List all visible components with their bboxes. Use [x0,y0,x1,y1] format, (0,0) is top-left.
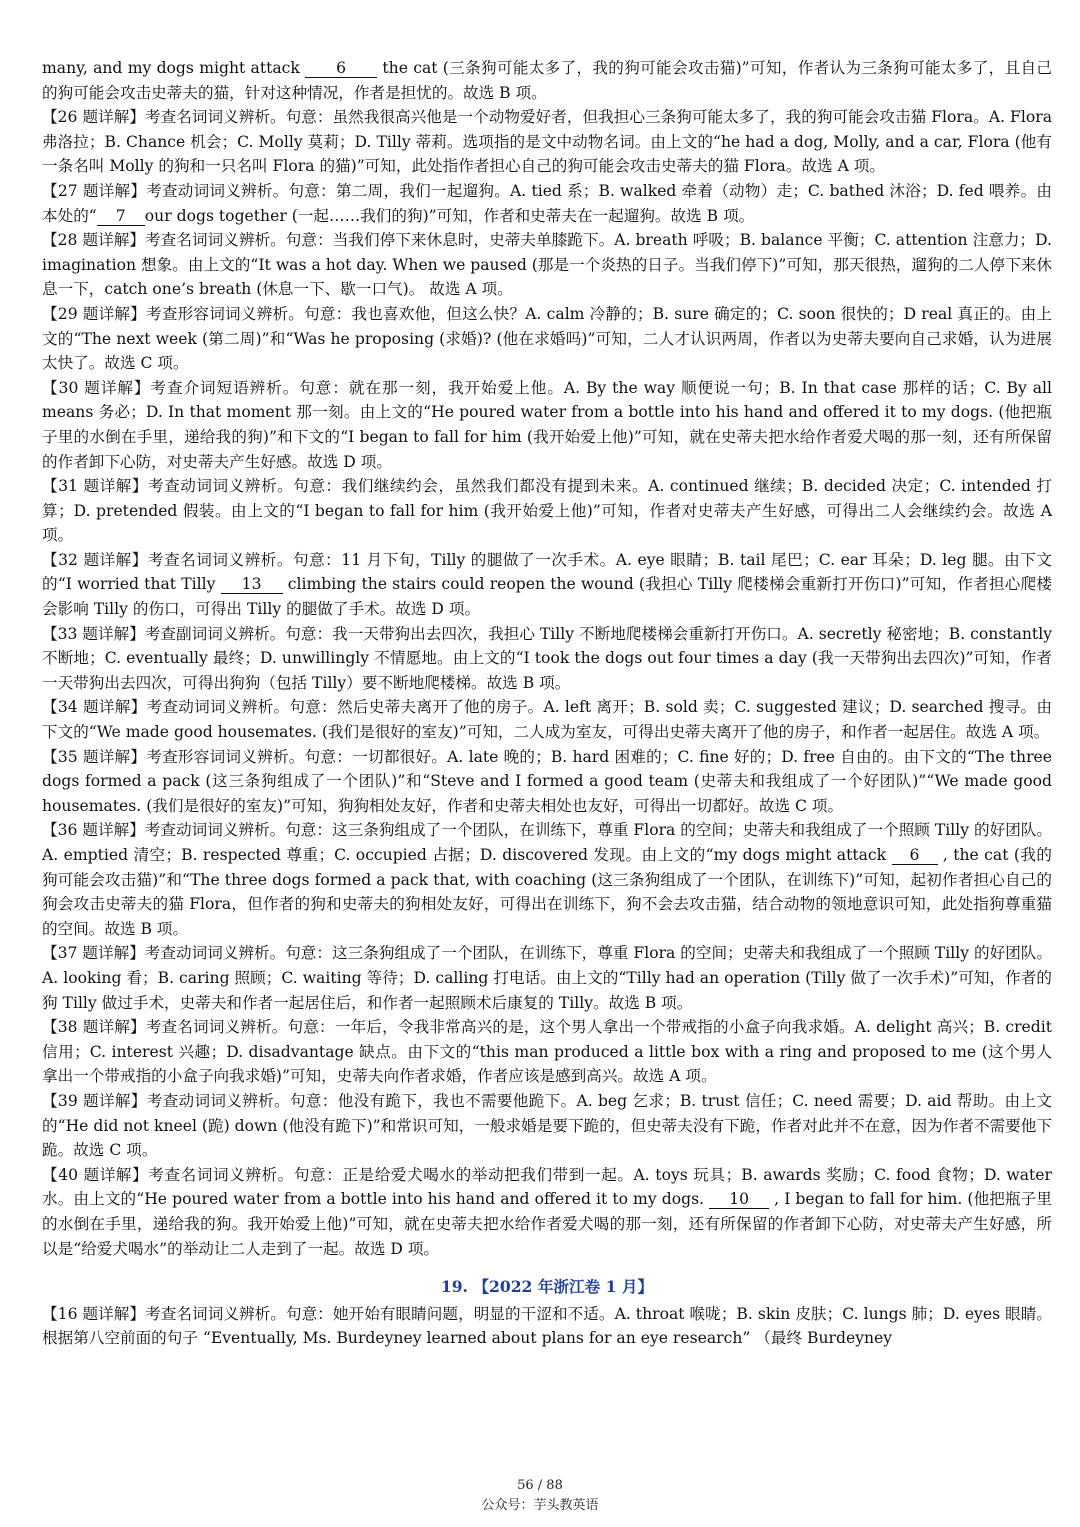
paragraph-q39: 【39 题详解】考查动词词义辨析。句意：他没有跪下，我也不需要他跪下。A. beg 乞求；B. trust 信任；C. need 需要；D. aid 帮助。由上文的“He did not kneel (跪) down (他没有跪下)”和常识可知，一般求婚是要下跪的，但史蒂夫没有下跪，作者对此并不在意，因为作者不需要他下跪。故选 C 项。 [42,1091,1052,1160]
paragraph-q16: 【16 题详解】考查名词词义辨析。句意：她开始有眼睛问题，明显的干涩和不适。A. throat 喉咙；B. skin 皮肤；C. lungs 肺；D. eyes 眼睛。根据第八空前面的句子 “Eventually, Ms. Burdeyney learned about plans for an eye research” （最终 Burdeyney [42,1304,1052,1348]
blank-10: 10 [709,1190,769,1209]
paragraph-q27: 【27 题详解】考查动词词义辨析。句意：第二周，我们一起遛狗。A. tied 系；B. walked 牵着（动物）走；C. bathed 沐浴；D. fed 喂养。由本处的“ 7 our dogs together (一起……我们的狗)”可知，作者和史蒂夫在一起遛狗。故选 B 项。 [42,181,1052,225]
account-label: 公众号：芋头教英语 [481,1498,599,1513]
paragraph-q30: 【30 题详解】考查介词短语辨析。句意：就在那一刻，我开始爱上他。A. By the way 顺便说一句；B. In that case 那样的话；C. By all means 务必；D. In that moment 那一刻。由上文的“He poured water from a bottle into his hand and offered it to my dogs. (他把瓶子里的水倒在手里，递给我的狗)”和下文的“I began to fall for him (我开始爱上他)”可知，就在史蒂夫把水给作者爱犬喝的那一刻，还有所保留的作者卸下心防，对史蒂夫产生好感。故选 D 项。 [42,378,1052,471]
section-heading: 19. 【2022 年浙江卷 1 月】 [440,1277,654,1297]
paragraph-q36: 【36 题详解】考查动词词义辨析。句意：这三条狗组成了一个团队，在训练下，尊重 Flora 的空间；史蒂夫和我组成了一个照顾 Tilly 的好团队。A. emptied 清空；B. respected 尊重；C. occupied 占据；D. discovered 发现。由上文的“my dogs might attack 6 , the cat (我的狗可能会攻击猫)”和“The three dogs formed a pack that, with coaching (这三条狗组成了一个团队，在训练下)”可知，起初作者担心自己的狗会攻击史蒂夫的猫 Flora，但作者的狗和史蒂夫的狗相处友好，可得出在训练下，狗不会去攻击猫，结合动物的领地意识可知，此处指狗尊重猫的空间。故选 B 项。 [42,821,1053,938]
paragraph-intro: many, and my dogs might attack 6 the cat (三条狗可能太多了，我的狗可能会攻击猫)”可知，作者认为三条狗可能太多了，且自己的狗可能会攻击史蒂夫的猫，针对这种情况，作者是担忧的。故选 B 项。 [42,59,1052,102]
page-number: 56 / 88 [517,1478,563,1493]
paragraph-q32: 【32 题详解】考查名词词义辨析。句意：11 月下旬，Tilly 的腿做了一次手术。A. eye 眼睛；B. tail 尾巴；C. ear 耳朵；D. leg 腿。由下文的“I worried that Tilly 13 climbing the stairs could reopen the wound (我担心 Tilly 爬楼梯会重新打开伤口)”可知，作者担心爬楼会影响 Tilly 的伤口，可得出 Tilly 的腿做了手术。故选 D 项。 [42,550,1052,619]
paragraph-q29: 【29 题详解】考查形容词词义辨析。句意：我也喜欢他，但这么快？A. calm 冷静的；B. sure 确定的；C. soon 很快的；D real 真正的。由上文的“The next week (第二周)”和“Was he proposing (求婚)? (他在求婚吗)”可知，二人才认识两周，作者以为史蒂夫要向自己求婚，认为进展太快了。故选 C 项。 [42,304,1052,373]
blank-7: 7 [97,207,145,226]
blank-6-second: 6 [892,846,938,865]
paragraph-q33: 【33 题详解】考查副词词义辨析。句意：我一天带狗出去四次，我担心 Tilly 不断地爬楼梯会重新打开伤口。A. secretly 秘密地；B. constantly 不断地；C. eventually 最终；D. unwillingly 不情愿地。由上文的“I took the dogs out four times a day (我一天带狗出去四次)”可知，作者一天带狗出去四次，可得出狗狗（包括 Tilly）要不断地爬楼梯。故选 B 项。 [42,624,1052,692]
paragraph-q31: 【31 题详解】考查动词词义辨析。句意：我们继续约会，虽然我们都没有提到未来。A. continued 继续；B. decided 决定；C. intended 打算；D. pretended 假装。由上文的“I began to fall for him (我开始爱上他)”可知，作者对史蒂夫产生好感，可得出二人会继续约会。故选 A 项。 [42,477,1052,545]
paragraph-q26: 【26 题详解】考查名词词义辨析。句意：虽然我很高兴他是一个动物爱好者，但我担心三条狗可能太多了，我的狗可能会攻击猫 Flora。A. Flora 弗洛拉；B. Chance 机会；C. Molly 莫莉；D. Tilly 蒂莉。选项指的是文中动物名词。由上文的“he had a dog, Molly, and a car, Flora (他有一条名叫 Molly 的狗和一只名叫 Flora 的猫)”可知，此处指作者担心自己的狗可能会攻击史蒂夫的猫 Flora。故选 A 项。 [42,108,1052,176]
paragraph-q37: 【37 题详解】考查动词词义辨析。句意：这三条狗组成了一个团队，在训练下，尊重 Flora 的空间；史蒂夫和我组成了一个照顾 Tilly 的好团队。A. looking 看；B. caring 照顾；C. waiting 等待；D. calling 打电话。由上文的“Tilly had an operation (Tilly 做了一次手术)”可知，作者的狗 Tilly 做过手术，史蒂夫和作者一起居住后，和作者一起照顾术后康复的 Tilly。故选 B 项。 [42,944,1052,1012]
paragraph-q28: 【28 题详解】考查名词词义辨析。句意：当我们停下来休息时，史蒂夫单膝跪下。A. breath 呼吸；B. balance 平衡；C. attention 注意力；D. imagination 想象。由上文的“It was a hot day. When we paused (那是一个炎热的日子。当我们停下)”可知，那天很热，遛狗的二人停下来休息一下，catch one’s breath (休息一下、歇一口气)。 故选 A 项。 [42,231,1052,299]
document-body [42,56,1052,1351]
paragraph-q35: 【35 题详解】考查形容词词义辨析。句意：一切都很好。A. late 晚的；B. hard 困难的；C. fine 好的；D. free 自由的。由下文的“The three dogs formed a pack (这三条狗组成了一个团队)”和“Steve and I formed a good team (史蒂夫和我组成了一个好团队)”“We made good housemates. (我们是很好的室友)”可知，狗狗相处友好，作者和史蒂夫相处也友好，可得出一切都好。故选 C 项。 [42,747,1052,815]
paragraph-q38: 【38 题详解】考查名词词义辨析。句意：一年后，令我非常高兴的是，这个男人拿出一个带戒指的小盒子向我求婚。A. delight 高兴；B. credit 信用；C. interest 兴趣；D. disadvantage 缺点。由下文的“this man produced a little box with a ring and proposed to me (这个男人拿出一个带戒指的小盒子向我求婚)”可知，史蒂夫向作者求婚，作者应该是感到高兴。故选 A 项。 [42,1018,1052,1086]
blank-6: 6 [305,59,377,78]
blank-13: 13 [221,575,283,594]
page-footer [0,1476,1080,1516]
paragraph-q40: 【40 题详解】考查名词词义辨析。句意：正是给爱犬喝水的举动把我们带到一起。A. toys 玩具；B. awards 奖励；C. food 食物；D. water 水。由上文的“He poured water from a bottle into his hand and offered it to my dogs. 10 , I began to fall for him. (他把瓶子里的水倒在手里，递给我的狗。我开始爱上他)”可知，就在史蒂夫把水给作者爱犬喝的那一刻，还有所保留的作者卸下心防，对史蒂夫产生好感，所以是“给爱犬喝水”的举动让二人走到了一起。故选 D 项。 [42,1165,1052,1258]
paragraph-q34: 【34 题详解】考查动词词义辨析。句意：然后史蒂夫离开了他的房子。A. left 离开；B. sold 卖；C. suggested 建议；D. searched 搜寻。由下文的“We made good housemates. (我们是很好的室友)”可知，二人成为室友，可得出史蒂夫离开了他的房子，和作者一起居住。故选 A 项。 [42,698,1052,742]
